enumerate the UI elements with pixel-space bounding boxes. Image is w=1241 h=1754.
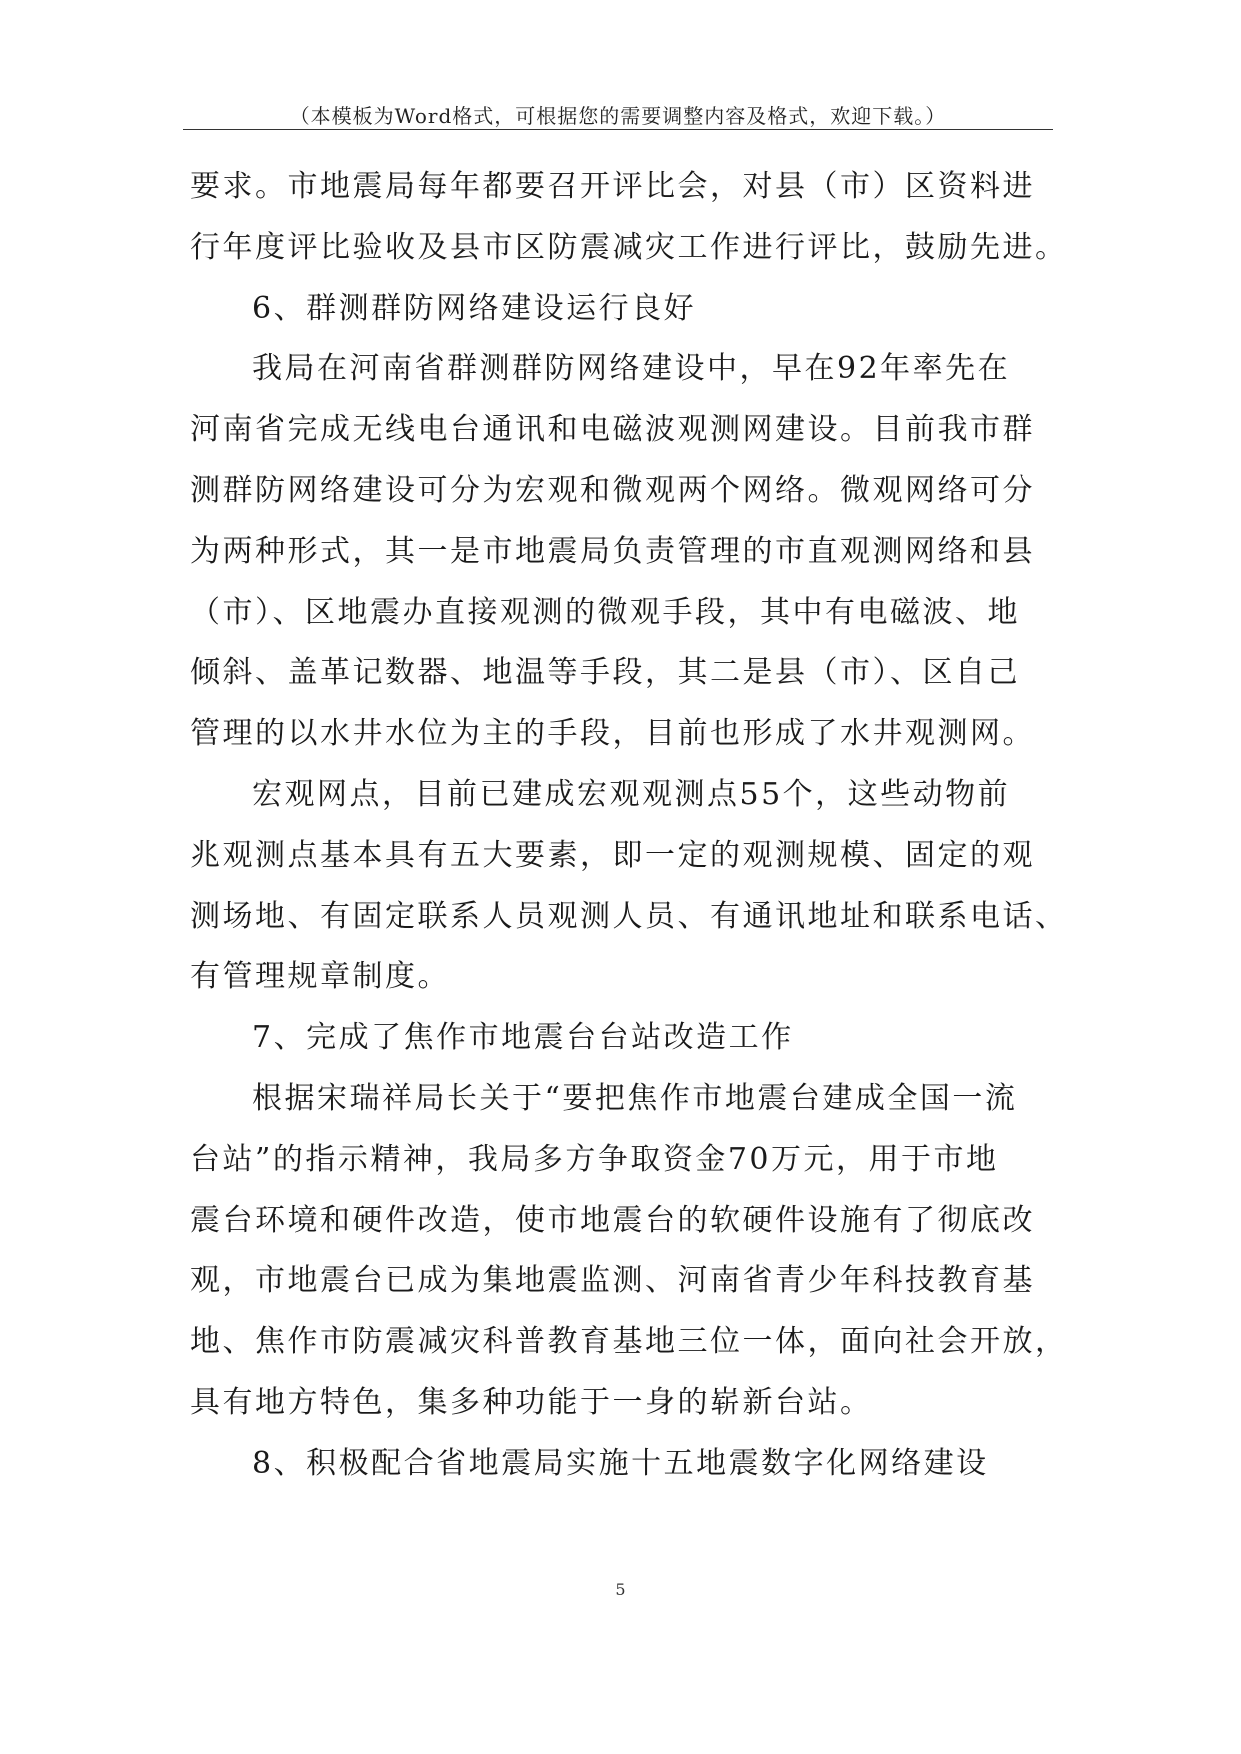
text-line: （市）、区地震办直接观测的微观手段，其中有电磁波、地 bbox=[190, 594, 1020, 630]
paragraph-start: 我局在河南省群测群防网络建设中，早在92年率先在 bbox=[252, 351, 1011, 387]
page-number: 5 bbox=[615, 1580, 626, 1599]
paragraph-start: 宏观网点，目前已建成宏观观测点55个，这些动物前 bbox=[252, 776, 1011, 812]
text-line: 地、焦作市防震减灾科普教育基地三位一体，面向社会开放， bbox=[190, 1324, 1068, 1360]
text-line: 具有地方特色，集多种功能于一身的崭新台站。 bbox=[190, 1384, 873, 1420]
text-line: 倾斜、盖革记数器、地温等手段，其二是县（市）、区自己 bbox=[190, 655, 1020, 691]
text-line: 为两种形式，其一是市地震局负责管理的市直观测网络和县 bbox=[190, 533, 1035, 569]
section-heading-8: 8、积极配合省地震局实施十五地震数字化网络建设 bbox=[252, 1445, 989, 1481]
text-line: 要求。市地震局每年都要召开评比会，对县（市）区资料进 bbox=[190, 169, 1035, 204]
text-line: 震台环境和硬件改造，使市地震台的软硬件设施有了彻底改 bbox=[190, 1202, 1035, 1238]
paragraph-start: 根据宋瑞祥局长关于“要把焦作市地震台建成全国一流 bbox=[252, 1080, 1018, 1116]
template-note-header: （本模板为Word格式，可根据您的需要调整内容及格式，欢迎下载。） bbox=[289, 104, 947, 128]
text-line: 观，市地震台已成为集地震监测、河南省青少年科技教育基 bbox=[190, 1263, 1035, 1299]
text-line: 管理的以水井水位为主的手段，目前也形成了水井观测网。 bbox=[190, 716, 1035, 752]
text-line: 测群防网络建设可分为宏观和微观两个网络。微观网络可分 bbox=[190, 472, 1035, 508]
section-heading-7: 7、完成了焦作市地震台台站改造工作 bbox=[252, 1020, 794, 1056]
document-body bbox=[190, 157, 1070, 1495]
header-divider bbox=[183, 129, 1053, 130]
text-line: 行年度评比验收及县市区防震减灾工作进行评比，鼓励先进。 bbox=[190, 229, 1068, 265]
text-line: 河南省完成无线电台通讯和电磁波观测网建设。目前我市群 bbox=[190, 412, 1035, 448]
text-line: 有管理规章制度。 bbox=[190, 959, 450, 995]
text-line: 兆观测点基本具有五大要素，即一定的观测规模、固定的观 bbox=[190, 837, 1035, 873]
text-line: 台站”的指示精神，我局多方争取资金70万元，用于市地 bbox=[190, 1141, 999, 1177]
text-line: 测场地、有固定联系人员观测人员、有通讯地址和联系电话、 bbox=[190, 898, 1068, 934]
section-heading-6: 6、群测群防网络建设运行良好 bbox=[252, 290, 697, 326]
